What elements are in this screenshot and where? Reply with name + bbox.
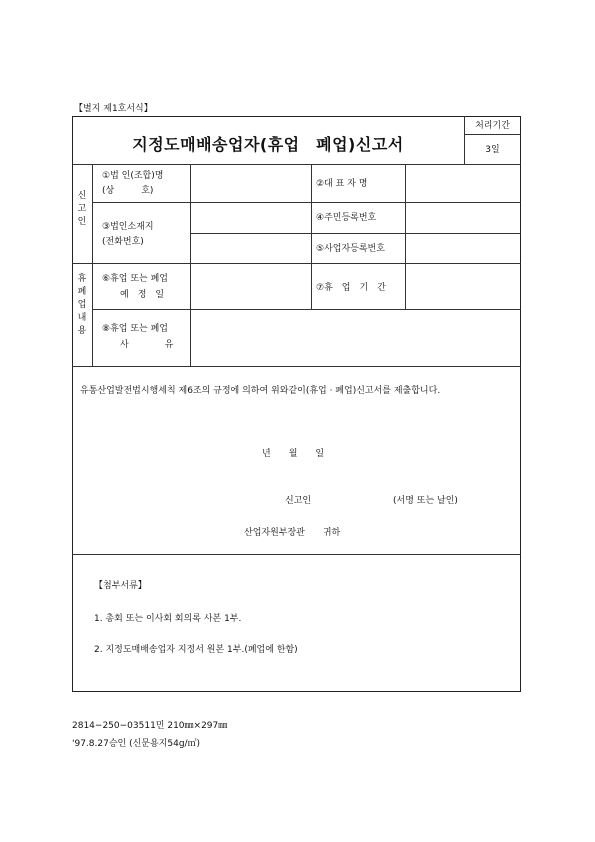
closure-section-bottom-line	[72, 366, 521, 367]
attachment-item: 1. 총회 또는 이사회 회의록 사본 1부.	[94, 614, 242, 624]
date-line: 년 월 일	[262, 449, 325, 459]
middle-column-line	[311, 164, 312, 309]
business-number-field[interactable]	[406, 234, 520, 262]
business-number-label: ⑤사업자등록번호	[316, 244, 385, 254]
closure-period-field[interactable]	[406, 264, 520, 308]
signature-label: 신고인	[285, 496, 312, 506]
reason-field[interactable]	[191, 310, 520, 365]
corp-name-field[interactable]	[191, 165, 310, 201]
signature-note: (서명 또는 날인)	[393, 496, 458, 506]
trade-name-label: (상 호)	[102, 186, 154, 196]
scheduled-date-sub-label: 예 정 일	[120, 290, 165, 300]
closure-period-label: ⑦휴 업 기 간	[316, 283, 386, 293]
scheduled-date-label: ⑥휴업 또는 폐업	[102, 274, 168, 284]
closure-section-label: 휴폐업내용	[77, 274, 87, 336]
section-label-column-line	[92, 164, 93, 366]
corp-name-label: ①법 인(조합)명	[102, 171, 164, 181]
processing-period-label: 처리기간	[475, 121, 510, 131]
processing-divider	[464, 134, 521, 135]
resident-number-label: ④주민등록번호	[316, 213, 377, 223]
attachments-top-line	[72, 554, 521, 555]
form-number-label: 【별지 제1호서식】	[74, 104, 153, 114]
resident-number-field[interactable]	[406, 203, 520, 232]
signature-field[interactable]	[318, 492, 388, 508]
phone-label: (전화번호)	[102, 237, 144, 247]
reason-label: ⑧휴업 또는 폐업	[102, 324, 168, 334]
attachments-heading: 【첨부서류】	[94, 581, 147, 591]
addressee: 산업자원부장관 귀하	[244, 528, 341, 538]
reporter-section-label: 신고인	[77, 191, 87, 227]
corp-address-field[interactable]	[191, 203, 310, 232]
phone-field[interactable]	[191, 234, 310, 262]
reason-sub-label: 사 유	[120, 340, 174, 350]
representative-name-label: ②대 표 자 명	[316, 179, 368, 189]
submission-statement: 유통산업발전법시행세칙 제6조의 규정에 의하여 위와같이(휴업 · 폐업)신고서를 제출합니다.	[80, 386, 441, 396]
processing-period-value: 3일	[485, 145, 500, 155]
form-code-footer: 2814−250−03511민 210㎜×297㎜	[72, 721, 228, 731]
corp-address-label: ③법인소재지	[102, 222, 154, 232]
representative-name-field[interactable]	[406, 165, 520, 201]
form-title: 지정도매배송업자(휴업 폐업)신고서	[132, 135, 404, 154]
scheduled-date-field[interactable]	[191, 264, 310, 308]
approval-footer: '97.8.27승인 (신문용지54g/㎡)	[72, 739, 201, 749]
attachment-item: 2. 지정도매배송업자 지정서 원본 1부.(폐업에 한함)	[94, 645, 298, 655]
